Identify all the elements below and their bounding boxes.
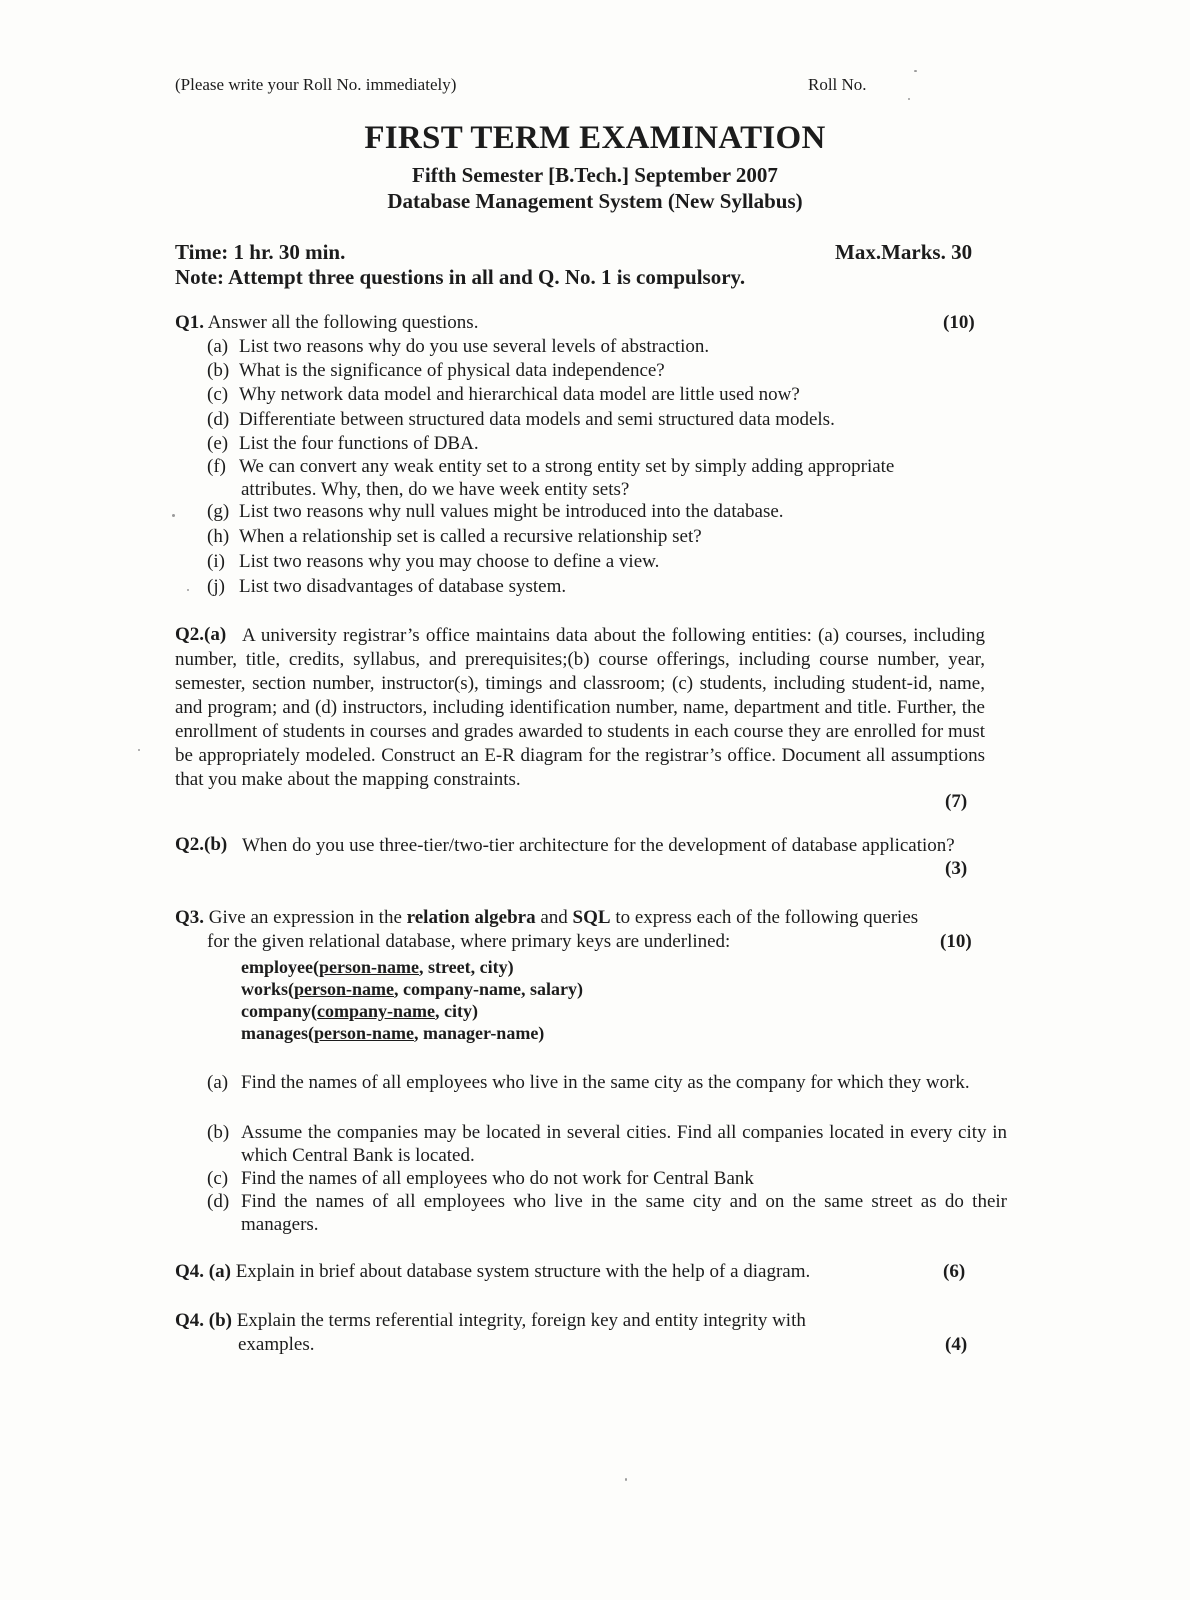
q4b-heading bbox=[175, 1310, 806, 1332]
q1-item bbox=[207, 501, 784, 523]
q3-item bbox=[207, 1071, 1007, 1094]
q3-marks: (10) bbox=[940, 931, 972, 952]
scan-speck bbox=[914, 70, 917, 72]
roll-instruction: (Please write your Roll No. immediately) bbox=[175, 75, 457, 94]
q3-heading bbox=[175, 907, 918, 929]
q2a-label: Q2.(a) bbox=[175, 624, 227, 645]
primary-key: person-name bbox=[294, 979, 394, 999]
q3-bold-sql: SQL bbox=[572, 907, 611, 928]
q1-item-label: (a) bbox=[207, 336, 229, 357]
q1-item bbox=[207, 526, 702, 548]
q1-heading bbox=[175, 312, 478, 334]
scan-speck bbox=[625, 1478, 627, 1481]
relation-name: employee( bbox=[241, 957, 319, 977]
q3-item-text: Find the names of all employees who live in the same city as the company for which they work. bbox=[241, 1072, 970, 1093]
q1-item-label: (h) bbox=[207, 526, 230, 547]
relation-name: company( bbox=[241, 1001, 317, 1021]
q4a-marks: (6) bbox=[943, 1261, 966, 1282]
q1-item bbox=[207, 336, 709, 358]
q1-item bbox=[207, 456, 894, 478]
q3-item-label: (d) bbox=[207, 1191, 230, 1212]
q1-text: Answer all the following questions. bbox=[207, 312, 479, 333]
q1-item-text: Differentiate between structured data models and semi structured data models. bbox=[239, 409, 835, 430]
scan-speck bbox=[172, 514, 175, 517]
q1-item bbox=[207, 433, 479, 455]
relation-attributes: , city) bbox=[435, 1001, 478, 1021]
course-name: Database Management System (New Syllabus) bbox=[387, 189, 803, 213]
q1-item-text: List two reasons why null values might be introduced into the database. bbox=[239, 501, 784, 522]
q4b-text2: examples. bbox=[238, 1334, 315, 1355]
q2b-text: When do you use three-tier/two-tier architecture for the development of database application? bbox=[242, 835, 955, 856]
q3-item bbox=[207, 1190, 1007, 1236]
q3-item-label: (c) bbox=[207, 1168, 229, 1189]
q1-item-label: (j) bbox=[207, 576, 225, 597]
scan-speck bbox=[138, 749, 140, 751]
q4a-label: Q4. (a) bbox=[175, 1261, 231, 1282]
q1-item-text: List two reasons why you may choose to define a view. bbox=[239, 551, 660, 572]
q3-label: Q3. bbox=[175, 907, 205, 928]
relation-attributes: , manager-name) bbox=[414, 1023, 545, 1043]
q2b-marks: (3) bbox=[945, 858, 968, 879]
q3-text-pre: Give an expression in the bbox=[208, 907, 407, 928]
schema-relation bbox=[241, 957, 514, 978]
schema-relation bbox=[241, 1001, 478, 1022]
q1-item-text: Why network data model and hierarchical data model are little used now? bbox=[239, 384, 800, 405]
q1-label: Q1. bbox=[175, 312, 205, 333]
q4b-marks: (4) bbox=[945, 1334, 968, 1355]
q1-item-label: (i) bbox=[207, 551, 225, 572]
q3-item-text: Find the names of all employees who do not work for Central Bank bbox=[241, 1168, 754, 1189]
schema-relation bbox=[241, 979, 583, 1000]
primary-key: person-name bbox=[318, 957, 419, 977]
q1-item-text: List the four functions of DBA. bbox=[239, 433, 479, 454]
q1-item-text: List two disadvantages of database system. bbox=[239, 576, 567, 597]
q3-item bbox=[207, 1167, 1007, 1190]
q1-item bbox=[207, 551, 659, 573]
exam-title: FIRST TERM EXAMINATION bbox=[364, 120, 826, 156]
exam-subtitle: Fifth Semester [B.Tech.] September 2007 bbox=[412, 163, 778, 187]
q1-item-text: When a relationship set is called a recursive relationship set? bbox=[239, 526, 702, 547]
q1-item bbox=[207, 576, 566, 598]
primary-key: person-name bbox=[314, 1023, 414, 1043]
q1-item bbox=[207, 409, 835, 431]
relation-name: manages( bbox=[241, 1023, 314, 1043]
schema-relation bbox=[241, 1023, 544, 1044]
q2b-label: Q2.(b) bbox=[175, 834, 228, 855]
q1-item-label: (f) bbox=[207, 456, 226, 477]
q1-item-text: We can convert any weak entity set to a strong entity set by simply adding appropriate bbox=[239, 456, 895, 477]
roll-no-label: Roll No. bbox=[808, 75, 867, 94]
q3-item-label: (a) bbox=[207, 1072, 229, 1093]
q3-bold-relalg: relation algebra bbox=[406, 907, 536, 928]
exam-note: Note: Attempt three questions in all and Q. No. 1 is compulsory. bbox=[175, 265, 746, 289]
q3-text-mid: and bbox=[535, 907, 573, 928]
q3-item-label: (b) bbox=[207, 1122, 230, 1143]
q1-item-text: What is the significance of physical data independence? bbox=[239, 360, 665, 381]
q4b-text: Explain the terms referential integrity, foreign key and entity integrity with bbox=[236, 1310, 806, 1331]
q4b-label: Q4. (b) bbox=[175, 1310, 232, 1331]
q1-item-label: (g) bbox=[207, 501, 230, 522]
relation-attributes: , company-name, salary) bbox=[394, 979, 583, 999]
scan-speck bbox=[908, 98, 910, 100]
exam-time: Time: 1 hr. 30 min. bbox=[175, 240, 346, 264]
q3-item-text: Assume the companies may be located in several cities. Find all companies located in every city in which Central Bank is located. bbox=[241, 1122, 1007, 1166]
q3-text-post: to express each of the following queries bbox=[610, 907, 919, 928]
max-marks: Max.Marks. 30 bbox=[835, 240, 973, 264]
relation-attributes: , street, city) bbox=[418, 957, 514, 977]
q3-item-text: Find the names of all employees who live in the same city and on the same street as do their managers. bbox=[241, 1191, 1007, 1235]
q4a-text: Explain in brief about database system structure with the help of a diagram. bbox=[235, 1261, 811, 1282]
q1-item bbox=[241, 479, 629, 501]
q1-item-text: List two reasons why do you use several levels of abstraction. bbox=[239, 336, 710, 357]
q1-item-label: (e) bbox=[207, 433, 229, 454]
primary-key: company-name bbox=[317, 1001, 435, 1021]
q1-marks: (10) bbox=[943, 312, 975, 333]
q1-item-label: (c) bbox=[207, 384, 229, 405]
q3-item bbox=[207, 1121, 1007, 1167]
q1-item bbox=[207, 384, 800, 406]
scan-speck bbox=[187, 589, 189, 591]
q4a-heading bbox=[175, 1261, 810, 1283]
q2a-marks: (7) bbox=[945, 791, 968, 812]
relation-name: works( bbox=[241, 979, 294, 999]
q1-item-label: (d) bbox=[207, 409, 230, 430]
q2a-text: A university registrar’s office maintains data about the following entities: (a) courses, including number, title, credits, syllabus, and prerequisites;(b) course offerings, including course number, year, semester, section number, instructor(s), timings and classroom; (c) students, including student-id, name, and program; and (d) instructors, including identification number, name, department and title. Further, the enrollment of students in courses and grades awarded to students in each course they are enrolled for must be appropriately modeled. Construct an E-R diagram for the registrar’s office. Document all assumptions that you make about the mapping constraints. bbox=[175, 625, 985, 790]
q1-item-label: (b) bbox=[207, 360, 230, 381]
q1-item-text: attributes. Why, then, do we have week entity sets? bbox=[241, 479, 630, 500]
q1-item bbox=[207, 360, 665, 382]
q3-line2: for the given relational database, where primary keys are underlined: bbox=[207, 931, 731, 952]
